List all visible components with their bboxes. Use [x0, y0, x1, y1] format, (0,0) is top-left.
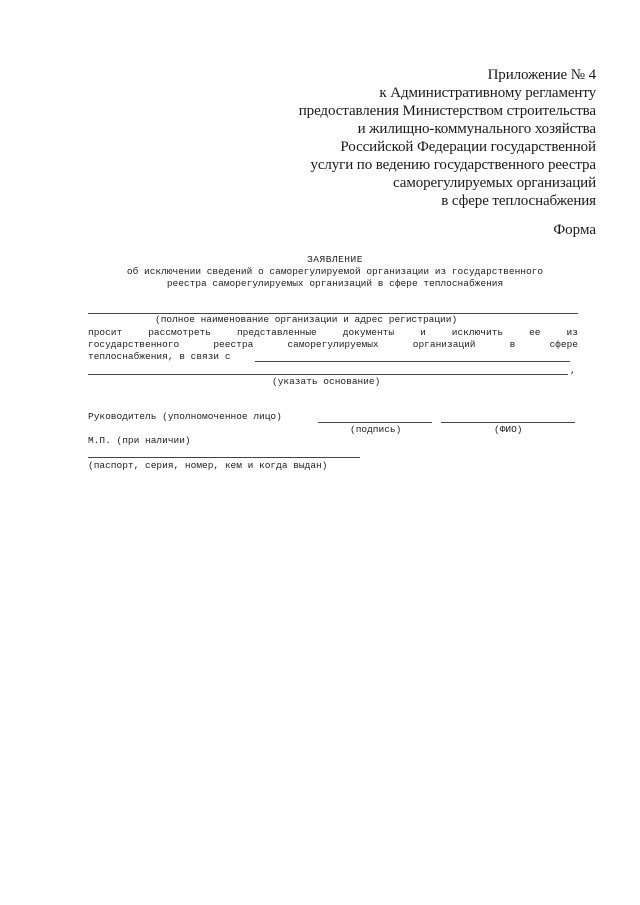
body-word: просит — [88, 327, 123, 338]
form-label: Форма — [553, 222, 596, 238]
body-line-3: теплоснабжения, в связи с — [88, 351, 231, 362]
appendix-line: в сфере теплоснабжения — [441, 193, 596, 209]
body-word: государственного — [88, 339, 180, 350]
appendix-header — [236, 66, 596, 210]
body-word: реестра — [213, 339, 254, 350]
body-word: сфере — [549, 339, 578, 350]
fio-line[interactable] — [441, 422, 575, 423]
body-word: саморегулируемых — [287, 339, 379, 350]
appendix-line: Приложение № 4 — [487, 67, 596, 83]
reason-caption: (указать основание) — [272, 376, 381, 387]
passport-line[interactable] — [88, 457, 360, 458]
document-subtitle-line1: об исключении сведений о саморегулируемой организации из государственного — [126, 266, 544, 277]
signature-line[interactable] — [318, 422, 432, 423]
reason-line-2[interactable] — [88, 374, 568, 375]
body-word: рассмотреть — [148, 327, 211, 338]
body-word: ее — [529, 327, 541, 338]
reason-line-period: , — [570, 365, 576, 376]
body-word: представленные — [236, 327, 317, 338]
passport-caption: (паспорт, серия, номер, кем и когда выдан) — [88, 460, 328, 471]
body-word: документы — [342, 327, 395, 338]
body-word: и — [420, 327, 426, 338]
body-line-1 — [88, 327, 578, 338]
body-line-2 — [88, 339, 578, 350]
appendix-line: к Административному регламенту — [379, 85, 596, 101]
appendix-line: предоставления Министерством строительства — [298, 103, 596, 119]
document-subtitle-line2: реестра саморегулируемых организаций в сфере теплоснабжения — [166, 278, 504, 289]
reason-line-1[interactable] — [255, 361, 570, 362]
body-word: из — [566, 327, 578, 338]
appendix-line: саморегулируемых организаций — [393, 175, 596, 191]
head-label: Руководитель (уполномоченное лицо) — [88, 411, 282, 422]
stamp-label: М.П. (при наличии) — [88, 435, 191, 446]
body-word: исключить — [451, 327, 504, 338]
body-word: в — [509, 339, 516, 350]
fio-caption: (ФИО) — [494, 424, 523, 435]
document-title: ЗАЯВЛЕНИЕ — [307, 254, 363, 265]
appendix-line: и жилищно-коммунального хозяйства — [357, 121, 596, 137]
body-word: организаций — [412, 339, 476, 350]
appendix-line: Российской Федерации государственной — [340, 139, 596, 155]
signature-caption: (подпись) — [350, 424, 402, 435]
appendix-line: услуги по ведению государственного реестра — [310, 157, 596, 173]
org-name-caption: (полное наименование организации и адрес регистрации) — [155, 314, 458, 325]
